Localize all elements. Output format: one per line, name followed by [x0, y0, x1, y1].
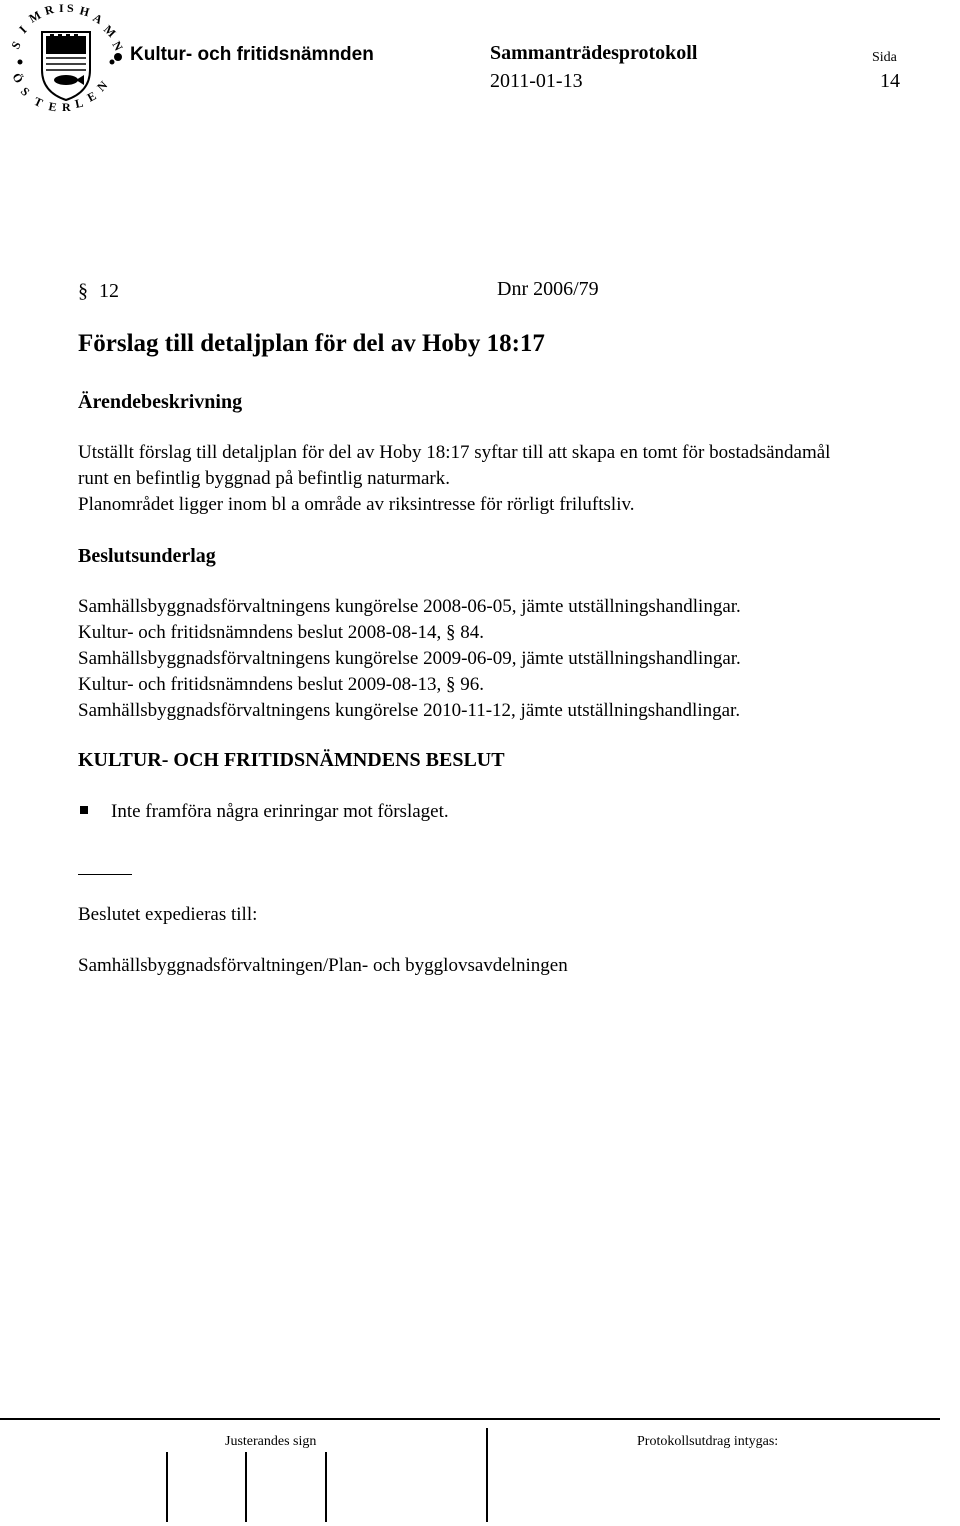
svg-text:E: E — [84, 88, 99, 105]
description-line: Planområdet ligger inom bl a område av riksintresse för rörligt friluftsliv. — [78, 494, 635, 515]
document-type: Sammanträdesprotokoll — [490, 42, 698, 64]
description-line: Utställt förslag till detaljplan för del av Hoby 18:17 syftar till att skapa en tomt för bostadsändamål — [78, 442, 831, 463]
dispatch-label: Beslutet expedieras till: — [78, 904, 258, 925]
section-symbol: § — [78, 280, 88, 302]
basis-heading: Beslutsunderlag — [78, 545, 216, 567]
seal-graphic — [6, 1, 126, 115]
svg-text:S: S — [8, 38, 24, 52]
signature-divider — [486, 1428, 488, 1522]
basis-line: Samhällsbyggnadsförvaltningens kungörelse 2008-06-05, jämte utställningshandlingar. — [78, 596, 741, 617]
page-label: Sida — [872, 50, 897, 65]
decision-heading: KULTUR- OCH FRITIDSNÄMNDENS BESLUT — [78, 749, 505, 771]
item-number: 12 — [99, 280, 119, 302]
basis-line: Kultur- och fritidsnämndens beslut 2009-08-13, § 96. — [78, 674, 484, 695]
footer-rule — [0, 1418, 940, 1420]
svg-text:I: I — [59, 1, 64, 15]
signature-divider — [166, 1452, 168, 1522]
description-line: runt en befintlig byggnad på befintlig naturmark. — [78, 468, 450, 489]
svg-text:M: M — [26, 7, 44, 26]
svg-text:L: L — [73, 95, 85, 111]
svg-text:S: S — [17, 84, 33, 99]
dispatch-recipient: Samhällsbyggnadsförvaltningen/Plan- och bygglovsavdelningen — [78, 955, 568, 976]
svg-text:T: T — [31, 94, 45, 111]
svg-text:I: I — [16, 22, 30, 37]
svg-text:N: N — [94, 78, 111, 95]
basis-line: Kultur- och fritidsnämndens beslut 2008-08-14, § 84. — [78, 622, 484, 643]
bullet-square-icon — [80, 806, 88, 814]
municipality-seal — [6, 1, 126, 115]
signature-divider — [325, 1452, 327, 1522]
svg-text:H: H — [78, 3, 91, 20]
item-title: Förslag till detaljplan för del av Hoby 18:17 — [78, 330, 545, 357]
decision-bullet-text: Inte framföra några erinringar mot förslaget. — [111, 801, 449, 822]
organization-name: Kultur- och fritidsnämnden — [130, 44, 374, 65]
basis-line: Samhällsbyggnadsförvaltningens kungörelse 2010-11-12, jämte utställningshandlingar. — [78, 700, 741, 721]
basis-line: Samhällsbyggnadsförvaltningens kungörelse 2009-06-09, jämte utställningshandlingar. — [78, 648, 741, 669]
page-number: 14 — [880, 70, 900, 92]
meeting-date: 2011-01-13 — [490, 70, 583, 92]
extract-certified-label: Protokollsutdrag intygas: — [637, 1434, 779, 1449]
svg-text:Ö: Ö — [9, 70, 27, 86]
diary-number: Dnr 2006/79 — [497, 278, 599, 300]
svg-text:S: S — [67, 1, 74, 15]
svg-text:R: R — [43, 2, 56, 18]
svg-text:R: R — [62, 100, 71, 114]
svg-text:A: A — [90, 10, 106, 27]
adjuster-sign-label: Justerandes sign — [225, 1434, 317, 1449]
signature-divider — [245, 1452, 247, 1522]
separator-rule — [78, 874, 132, 875]
svg-text:N: N — [109, 38, 126, 54]
header-dot — [114, 53, 122, 61]
svg-text:M: M — [100, 22, 119, 41]
description-heading: Ärendebeskrivning — [78, 391, 243, 413]
svg-text:E: E — [47, 99, 58, 115]
item-number-line — [78, 280, 119, 303]
